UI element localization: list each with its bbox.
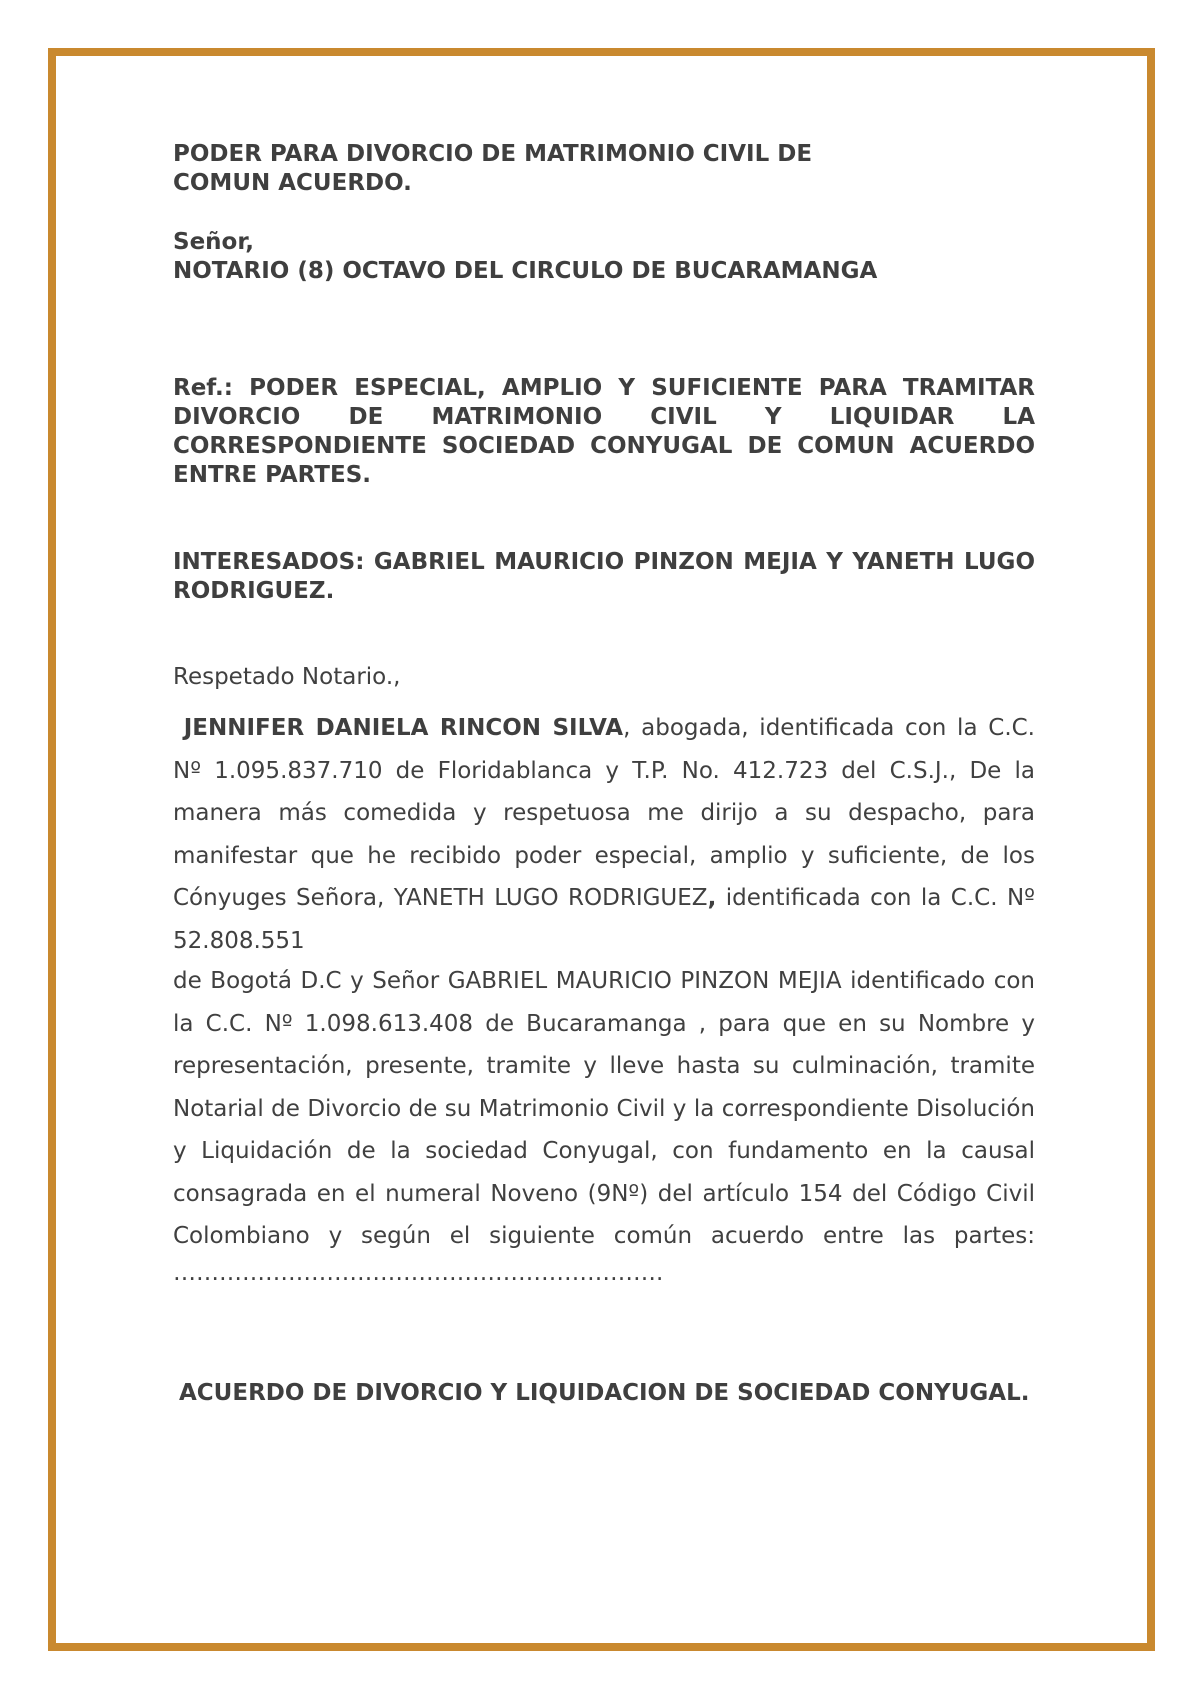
paragraph-1-tail: identificada con la C.C. Nº 52.808.551: [173, 885, 1035, 954]
salutation: Señor,: [173, 229, 255, 255]
greeting-block: [173, 662, 1035, 692]
reference: Ref.: PODER ESPECIAL, AMPLIO Y SUFICIENTE PARA TRAMITAR DIVORCIO DE MATRIMONIO CIVIL Y LIQUIDAR LA CORRESPONDIENTE SOCIEDAD CONYUGAL DE COMUN ACUERDO ENTRE PARTES.: [173, 375, 1035, 488]
greeting: Respetado Notario.,: [173, 664, 401, 690]
attorney-name: JENNIFER DANIELA RINCON SILVA: [183, 715, 624, 741]
addressee-block: [173, 228, 1035, 286]
interested-block: [173, 548, 1035, 606]
paragraph-1: [173, 707, 1035, 962]
reference-block: [173, 374, 1035, 490]
closing-block: [173, 1372, 1035, 1414]
interested-parties: INTERESADOS: GABRIEL MAURICIO PINZON MEJIA Y YANETH LUGO RODRIGUEZ.: [173, 549, 1035, 604]
title-block: [173, 140, 1035, 198]
paragraph-1-text: [173, 707, 1035, 962]
paragraph-2: [173, 960, 1035, 1288]
closing-heading: ACUERDO DE DIVORCIO Y LIQUIDACION DE SOCIEDAD CONYUGAL.: [179, 1380, 1030, 1406]
document-title: PODER PARA DIVORCIO DE MATRIMONIO CIVIL DE COMUN ACUERDO.: [173, 141, 813, 196]
paragraph-2-text: de Bogotá D.C y Señor GABRIEL MAURICIO PINZON MEJIA identificado con la C.C. Nº 1.098.613.408 de Bucaramanga , para que en su Nombre y representación, presente, tramite y lleve hasta su culminación, tramite Notarial de Divorcio de su Matrimonio Civil y la correspondiente Disolución y Liquidación de la sociedad Conyugal, con fundamento en la causal consagrada en el numeral Noveno (9Nº) del artículo 154 del Código Civil Colombiano y según el siguiente común acuerdo entre las partes:: [173, 968, 1035, 1249]
paragraph-1-comma: ,: [707, 885, 717, 911]
recipient: NOTARIO (8) OCTAVO DEL CIRCULO DE BUCARAMANGA: [173, 258, 878, 284]
dotted-leader: ……………………………………………………….: [173, 1259, 664, 1286]
paragraph-1-body: , abogada, identificada con la C.C. Nº 1.095.837.710 de Floridablanca y T.P. No. 412.723 del C.S.J., De la manera más comedida y respetuosa me dirijo a su despacho, para manifestar que he recibido poder especial, amplio y suficiente, de los Cónyuges Señora, YANETH LUGO RODRIGUEZ: [173, 715, 1035, 911]
